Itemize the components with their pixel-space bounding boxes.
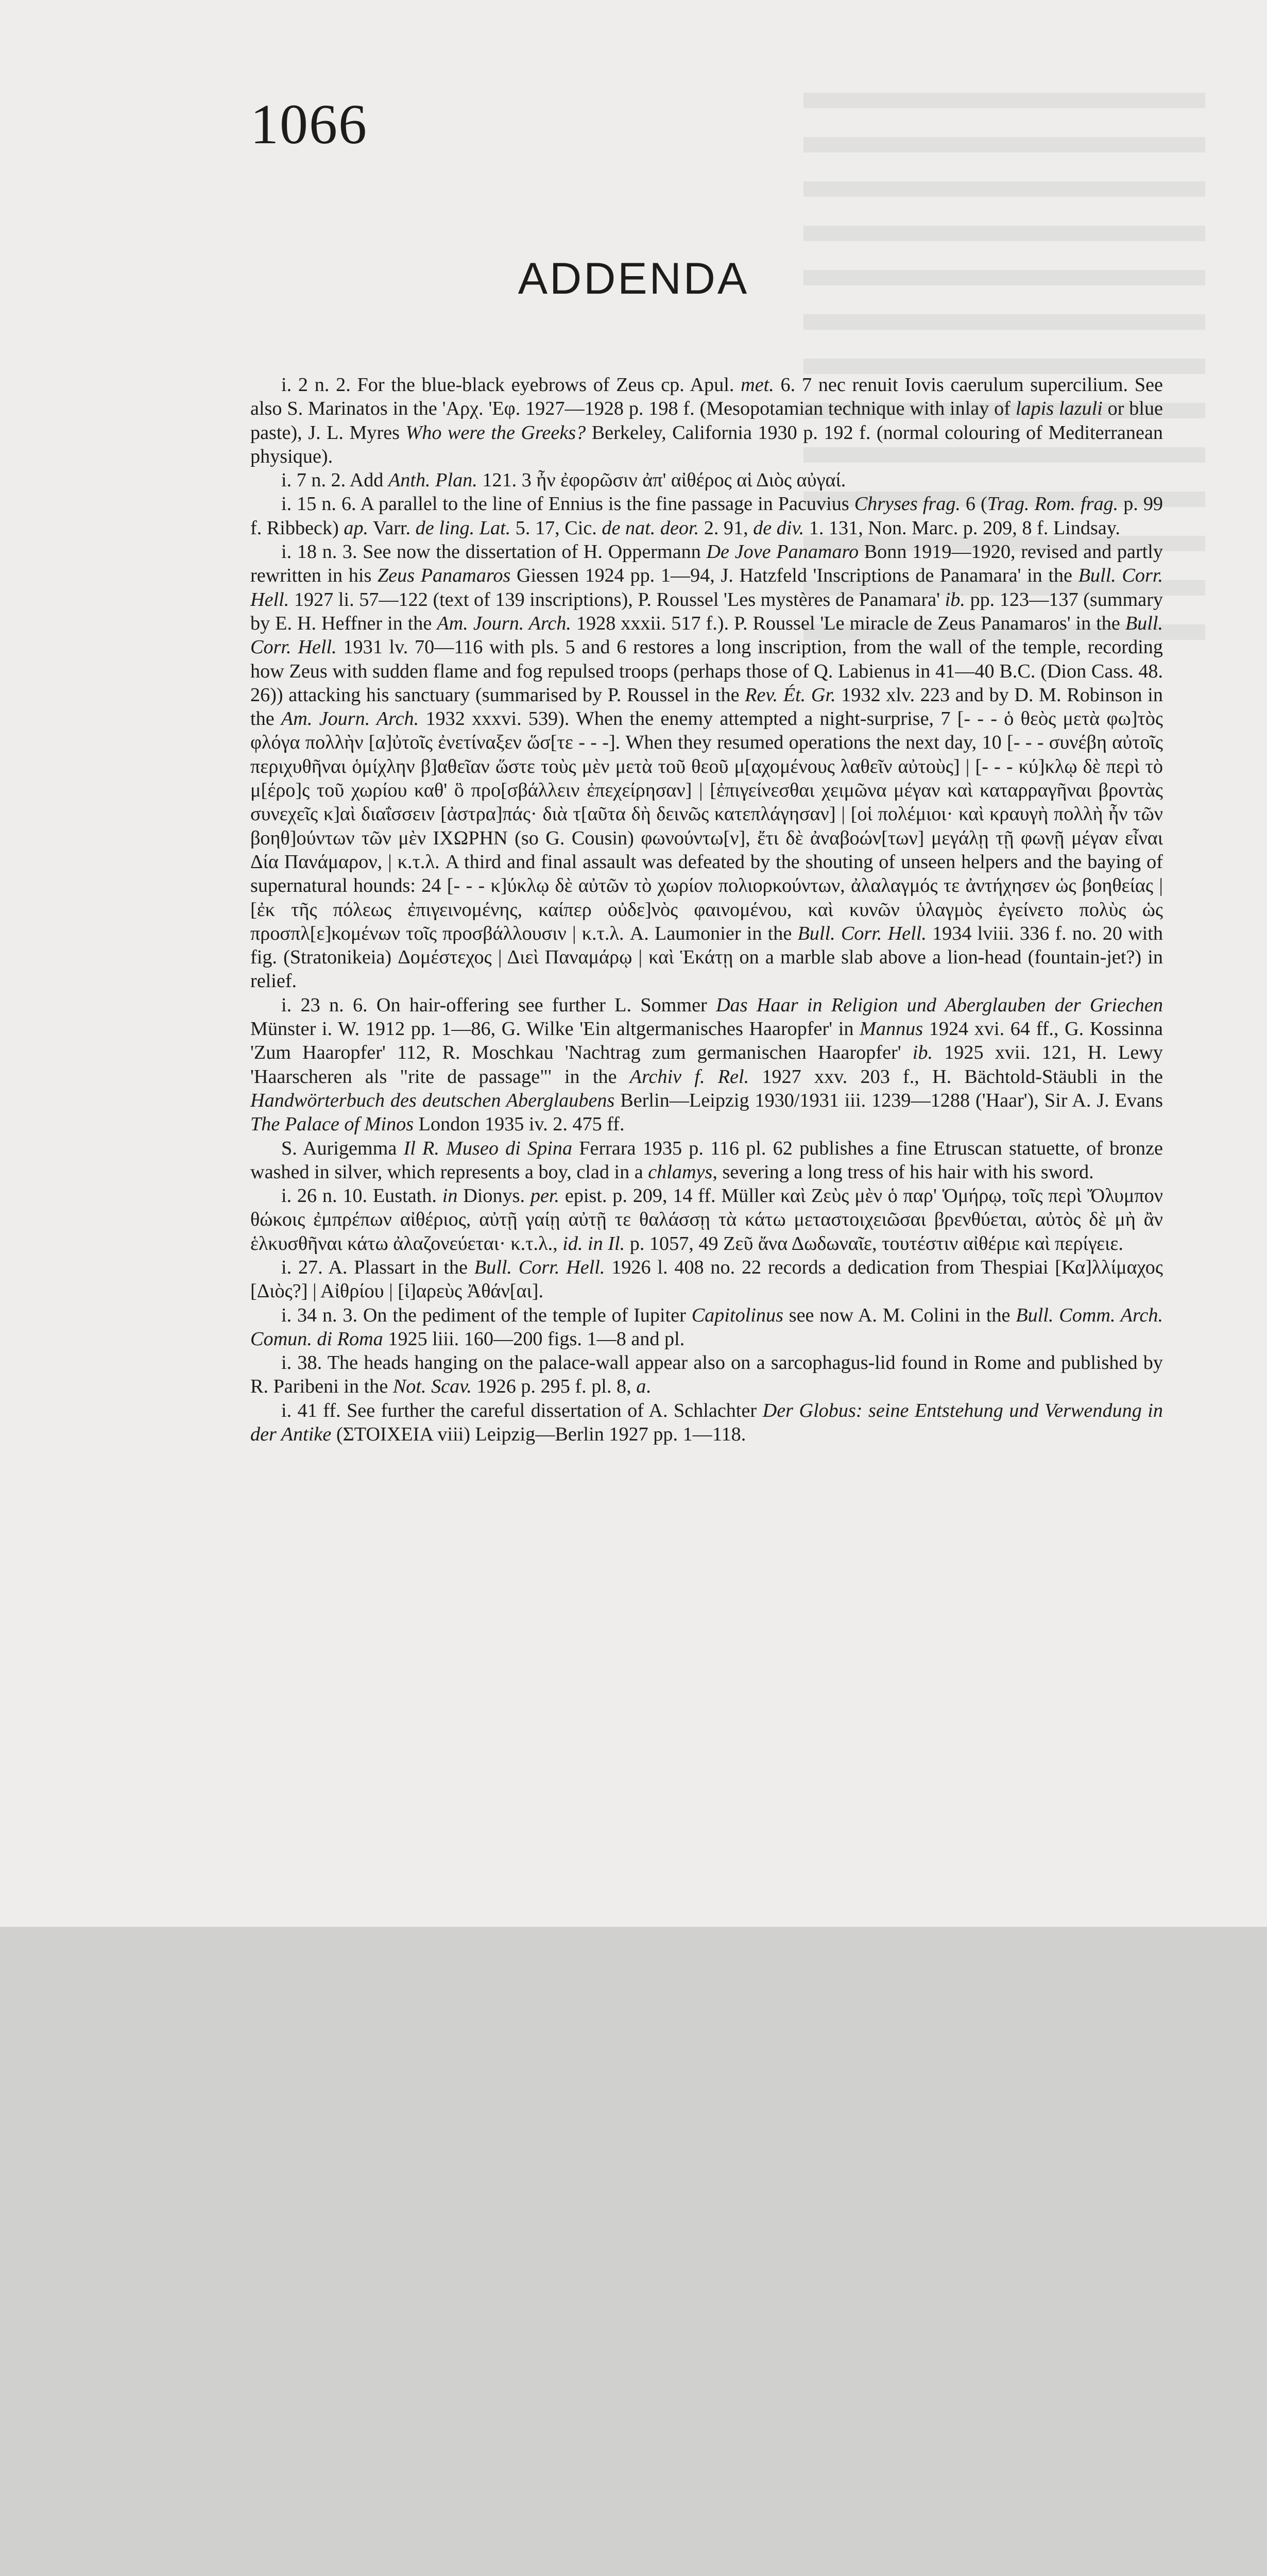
text-run: 1927 xxv. 203 f., H. Bächtold-Stäubli in the bbox=[749, 1065, 1163, 1088]
addendum-paragraph bbox=[250, 540, 1163, 993]
text-run: p. 99 f. Ribbeck) bbox=[250, 493, 1163, 539]
text-run: (ΣΤΟΙΧΕΙΑ viii) Leipzig—Berlin 1927 pp. 1—118. bbox=[331, 1423, 746, 1446]
italic-text: ap. bbox=[344, 517, 369, 539]
italic-text: Der Globus: seine Entstehung und Verwendung in der Antike bbox=[250, 1399, 1163, 1446]
italic-text: Capitolinus bbox=[691, 1304, 783, 1326]
italic-text: Zeus Panamaros bbox=[377, 565, 511, 587]
italic-text: lapis lazuli bbox=[1015, 398, 1103, 420]
text-run: 1925 liii. 160—200 figs. 1—8 and pl. bbox=[383, 1328, 685, 1350]
text-run: 1924 xvi. 64 ff., G. Kossinna 'Zum Haaropfer' 112, R. Moschkau 'Nachtrag zum germanischen Haaropfer' bbox=[250, 1018, 1163, 1064]
italic-text: chlamys bbox=[648, 1161, 713, 1183]
italic-text: in bbox=[442, 1185, 458, 1207]
text-run: epist. p. 209, 14 ff. Müller καὶ Ζεὺς μὲν ὁ παρ' Ὁμήρῳ, τοῖς περὶ Ὄλυμπον θώκοις ἐμπρέπων αἰθέριος, αὐτῇ γαίῃ αὐτῇ τε θαλάσσῃ τὰ κάτω μεταστοιχειῶσαι βρενθύεται, αὐτὸς δὲ μὴ ἂν ἑλκυσθῆναι κάτω ἀλαζονεύεται· κ.τ.λ., bbox=[250, 1185, 1163, 1255]
addendum-paragraph bbox=[250, 492, 1163, 540]
italic-text: Bull. Corr. Hell. bbox=[474, 1256, 605, 1278]
text-run: 5. 17, Cic. bbox=[510, 517, 602, 539]
text-run: i. 27. A. Plassart in the bbox=[281, 1256, 474, 1278]
italic-text: Am. Journ. Arch. bbox=[281, 708, 419, 730]
viewer-footer bbox=[0, 1927, 1267, 2012]
text-run: 1928 xxxii. 517 f.). P. Roussel 'Le miracle de Zeus Panamaros' in the bbox=[571, 612, 1125, 634]
text-run: 1926 l. 408 no. 22 records a dedication from Thespiai [Κα]λλίμαχος [Διὸς?] | Αἰθρίου | [ἱ]αρεὺς Ἀθάν[αι]. bbox=[250, 1256, 1163, 1302]
text-run: i. 41 ff. See further the careful dissertation of A. Schlachter bbox=[281, 1399, 763, 1421]
text-run: Bonn 1919—1920, revised and partly rewritten in his bbox=[250, 541, 1163, 587]
text-run: pp. 123—137 (summary by E. H. Heffner in the bbox=[250, 588, 1163, 634]
addenda-body bbox=[250, 373, 1163, 1446]
text-run: Berlin—Leipzig 1930/1931 iii. 1239—1288 ('Haar'), Sir A. J. Evans bbox=[614, 1089, 1163, 1111]
text-run: 1932 xlv. 223 and by D. M. Robinson in the bbox=[250, 684, 1163, 730]
text-run: 1925 xvii. 121, H. Lewy 'Haarscheren als "rite de passage"' in the bbox=[250, 1042, 1163, 1088]
text-run: i. 38. The heads hanging on the palace-wall appear also on a sarcophagus-lid found in Rome and published by R. Paribeni in the bbox=[250, 1352, 1163, 1398]
addendum-paragraph bbox=[250, 1137, 1163, 1184]
addendum-paragraph bbox=[250, 993, 1163, 1137]
italic-text: ib. bbox=[945, 588, 965, 611]
text-run: Münster i. W. 1912 pp. 1—86, G. Wilke 'Ein altgermanisches Haaropfer' in bbox=[250, 1018, 860, 1040]
addendum-paragraph bbox=[250, 468, 1163, 492]
italic-text: Bull. Corr. Hell. bbox=[250, 612, 1163, 658]
italic-text: de nat. deor. bbox=[602, 517, 699, 539]
addendum-paragraph bbox=[250, 1399, 1163, 1447]
italic-text: Mannus bbox=[860, 1018, 923, 1040]
text-run: i. 23 n. 6. On hair-offering see further L. Sommer bbox=[281, 994, 716, 1016]
text-run: 1934 lviii. 336 f. no. 20 with fig. (Stratonikeia) Δομέστεχος | Διεὶ Παναμάρῳ | καὶ Ἑκάτῃ on a marble slab above a lion-head (fountain-jet?) in relief. bbox=[250, 922, 1163, 992]
italic-text: Bull. Corr. Hell. bbox=[797, 922, 927, 944]
text-run: 1. 131, Non. Marc. p. 209, 8 f. Lindsay. bbox=[804, 517, 1120, 539]
italic-text: Chryses frag. bbox=[854, 493, 961, 515]
addendum-paragraph bbox=[250, 373, 1163, 468]
italic-text: De Jove Panamaro bbox=[706, 541, 859, 563]
text-run: 2. 91, bbox=[699, 517, 754, 539]
italic-text: Handwörterbuch des deutschen Aberglaubens bbox=[250, 1089, 615, 1111]
text-run: i. 26 n. 10. Eustath. bbox=[281, 1185, 442, 1207]
text-run: Giessen 1924 pp. 1—94, J. Hatzfeld 'Inscriptions de Panamara' in the bbox=[510, 565, 1078, 587]
text-run: S. Aurigemma bbox=[281, 1137, 404, 1159]
italic-text: The Palace of Minos bbox=[250, 1113, 414, 1136]
text-run: 1931 lv. 70—116 with pls. 5 and 6 restores a long inscription, from the wall of the temple, recording how Zeus with sudden flame and fog repulsed troops (perhaps those of Q. Labienus in 41—40 B.C. (Dion Cass. 48. 26)) attacking his sanctuary (summarised by P. Roussel in the bbox=[250, 636, 1163, 706]
italic-text: met. bbox=[741, 374, 774, 396]
italic-text: Who were the Greeks? bbox=[405, 421, 586, 444]
text-run: see now A. M. Colini in the bbox=[783, 1304, 1016, 1326]
italic-text: per. bbox=[530, 1185, 560, 1207]
italic-text: Trag. Rom. frag. bbox=[987, 493, 1119, 515]
text-run: Dionys. bbox=[457, 1185, 530, 1207]
italic-text: id. in Il. bbox=[562, 1232, 625, 1255]
text-run: i. 34 n. 3. On the pediment of the temple of Iupiter bbox=[281, 1304, 692, 1326]
italic-text: Bull. Comm. Arch. Comun. di Roma bbox=[250, 1304, 1163, 1350]
text-run: p. 1057, 49 Ζεῦ ἄνα Δωδωναῖε, τουτέστιν αἰθέριε καὶ περίγειε. bbox=[625, 1232, 1123, 1255]
italic-text: Das Haar in Religion und Aberglauben der Griechen bbox=[716, 994, 1163, 1016]
text-run: i. 2 n. 2. For the blue-black eyebrows of Zeus cp. Apul. bbox=[281, 374, 741, 396]
italic-text: ib. bbox=[912, 1042, 933, 1064]
italic-text: Bull. Corr. Hell. bbox=[250, 565, 1163, 611]
italic-text: a bbox=[636, 1376, 646, 1398]
addendum-paragraph bbox=[250, 1256, 1163, 1303]
page-number: 1066 bbox=[250, 93, 368, 156]
text-run: 6. 7 nec renuit Iovis caerulum supercilium. See also S. Marinatos in the 'Αρχ. 'Εφ. 1927—1928 p. 198 f. (Mesopotamian technique with inlay of bbox=[250, 374, 1163, 420]
text-run: London 1935 iv. 2. 475 ff. bbox=[414, 1113, 625, 1136]
text-run: i. 15 n. 6. A parallel to the line of Ennius is the fine passage in Pacuvius bbox=[281, 493, 854, 515]
addendum-paragraph bbox=[250, 1303, 1163, 1351]
text-run: , severing a long tress of his hair with his sword. bbox=[712, 1161, 1094, 1183]
text-run: i. 18 n. 3. See now the dissertation of H. Oppermann bbox=[281, 541, 707, 563]
text-run: Ferrara 1935 p. 116 pl. 62 publishes a fine Etruscan statuette, of bronze washed in silver, which represents a boy, clad in a bbox=[250, 1137, 1163, 1183]
italic-text: Am. Journ. Arch. bbox=[437, 612, 571, 634]
text-run: Berkeley, California 1930 p. 192 f. (normal colouring of Mediterranean physique). bbox=[250, 421, 1163, 467]
text-run: 1932 xxxvi. 539). When the enemy attempted a night-surprise, 7 [- - - ὁ θεὸς μετὰ φω]τὸς φλόγα πολλὴν [α]ὐτοῖς ἐνετίναξεν ὥσ[τε - - -]. When they resumed operations the next day, 10 [- - - συνέβη αὐτοῖς περιχυθῆναι ὁμίχλην β]αθεῖαν ὥστε τοὺς μὲν μετὰ τοῦ θεοῦ μ[αχομένους λαθεῖν αὐτοὺς] | [- - - κύ]κλῳ δὲ περὶ τὸ μ[έρο]ς τοῦ χωρίου καθ' ὃ προ[σβάλλειν ἐπεχείρησαν] | [ἐπιγείνεσθαι χειμῶνα μέγαν καὶ καταρραγῆναι βροντὰς συνεχεῖς κ]αὶ διαΐσσειν [ἀστρα]πάς· διὰ τ[αῦτα δὴ δεινῶς κατεπλάγησαν] | [οἱ πολέμιοι· καὶ κραυγὴ πολλὴ ἦν τῶν βοηθ]ούντων τῶν μὲν ΙΧΩΡΗΝ (so G. Cousin) φωνούντω[ν], ἔτι δὲ ἀναβοών[των] μεγάλῃ τῇ φωνῇ μέγαν εἶναι Δία Πανάμαρον, | κ.τ.λ. A third and final assault was defeated by the shouting of unseen helpers and the baying of supernatural hounds: 24 [- - - κ]ύκλῳ δὲ αὐτῶν τὸ χωρίον πολιορκούντων, ἀλαλαγμός τε ἀντήχησεν ὡς βοηθείας | [ἐκ τῆς πόλεως ἐπιγεινομένης, καίπερ οὐδε]νὸς φαινομένου, καὶ κυνῶν ὑλαγμὸς ἐγείνετο πολὺς ὡς προσπλ[ε]κομένων τοῖς προσβάλλουσιν | κ.τ.λ. A. Laumonier in the bbox=[250, 708, 1163, 944]
addendum-paragraph bbox=[250, 1351, 1163, 1399]
text-run: 1927 li. 57—122 (text of 139 inscriptions), P. Roussel 'Les mystères de Panamara' bbox=[289, 588, 945, 611]
text-run: . bbox=[646, 1376, 651, 1398]
italic-text: Il R. Museo di Spina bbox=[403, 1137, 573, 1159]
italic-text: de div. bbox=[753, 517, 804, 539]
italic-text: de ling. Lat. bbox=[415, 517, 511, 539]
italic-text: Rev. Ét. Gr. bbox=[745, 684, 836, 706]
italic-text: Archiv f. Rel. bbox=[629, 1065, 749, 1088]
text-run: Varr. bbox=[368, 517, 416, 539]
text-run: 6 ( bbox=[960, 493, 987, 515]
text-run: 1926 p. 295 f. pl. 8, bbox=[471, 1376, 637, 1398]
text-run: 121. 3 ἦν ἐφορῶσιν ἀπ' αἰθέρος αἱ Διὸς αὐγαί. bbox=[477, 469, 846, 492]
italic-text: Anth. Plan. bbox=[388, 469, 477, 492]
text-run: i. 7 n. 2. Add bbox=[281, 469, 388, 492]
text-run: or blue paste), J. L. Myres bbox=[250, 398, 1163, 444]
section-heading: ADDENDA bbox=[518, 254, 749, 303]
addendum-paragraph bbox=[250, 1184, 1163, 1256]
italic-text: Not. Scav. bbox=[392, 1376, 472, 1398]
